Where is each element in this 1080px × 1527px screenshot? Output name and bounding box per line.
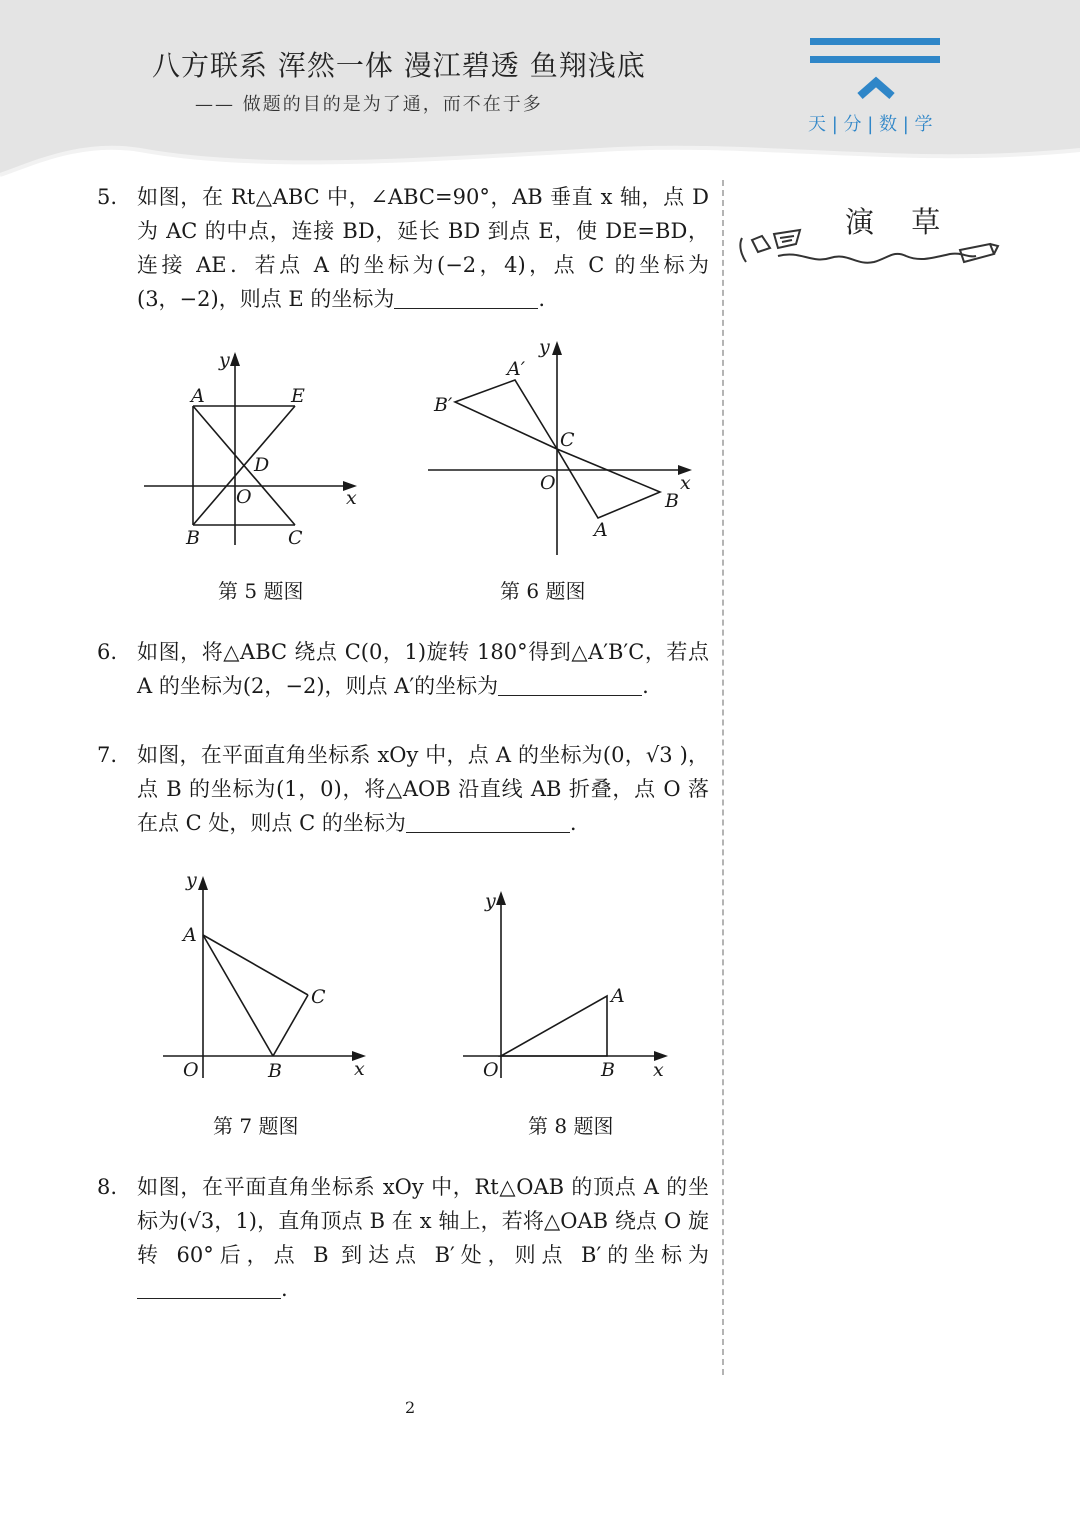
question-text: 如图，在平面直角坐标系 xOy 中，点 A 的坐标为(0，√3 )，点 B 的坐标为(1，0)，将△AOB 沿直线 AB 折叠，点 O 落在点 C 处，则点 C 的坐标为 xyxy=(137,743,709,835)
label-b: B xyxy=(268,1060,282,1082)
triangle-oab xyxy=(501,996,607,1056)
figure-8-diagram xyxy=(455,885,685,1095)
y-axis-arrow xyxy=(552,341,562,355)
answer-blank[interactable] xyxy=(406,812,570,833)
question-text: 如图，在 Rt△ABC 中，∠ABC=90°，AB 垂直 x 轴，点 D 为 AC 的中点，连接 BD，延长 BD 到点 E，使 DE=BD，连接 AE．若点 A 的坐标为(−2，4)，点 C 的坐标为(3，−2)，则点 E 的坐标为 xyxy=(137,185,709,311)
label-c: C xyxy=(560,429,575,451)
question-text-block xyxy=(137,1170,709,1306)
y-axis-arrow xyxy=(198,876,208,890)
label-b: B xyxy=(186,527,200,549)
triangle-a1b1c xyxy=(455,380,557,449)
label-b-prime: B′ xyxy=(434,394,453,416)
label-c: C xyxy=(311,986,326,1008)
answer-blank[interactable] xyxy=(137,1278,281,1299)
answer-blank[interactable] xyxy=(498,675,642,696)
label-d: D xyxy=(254,454,270,476)
label-a: A xyxy=(611,985,625,1007)
question-text-block xyxy=(137,635,709,703)
label-a: A xyxy=(191,385,205,407)
page-number: 2 xyxy=(405,1398,416,1417)
figure-5-diagram xyxy=(135,340,375,560)
label-x: x xyxy=(346,487,357,509)
label-x: x xyxy=(354,1058,365,1080)
segment-ab xyxy=(203,935,273,1056)
brand-logo-icon xyxy=(810,36,950,106)
question-end: . xyxy=(642,674,649,698)
figure-7-caption: 第 7 题图 xyxy=(213,1114,299,1138)
question-number: 8. xyxy=(97,1175,118,1199)
header-banner xyxy=(0,0,1080,180)
question-text: 如图，将△ABC 绕点 C(0，1)旋转 180°得到△A′B′C，若点 A 的坐标为(2，−2)，则点 A′的坐标为 xyxy=(137,640,709,698)
figure-7-diagram xyxy=(155,870,385,1090)
brand-name: 天 | 分 | 数 | 学 xyxy=(808,114,933,135)
question-5 xyxy=(97,180,709,316)
question-number: 5. xyxy=(97,185,118,209)
figure-5-caption: 第 5 题图 xyxy=(218,579,304,603)
question-6 xyxy=(97,635,709,703)
answer-blank[interactable] xyxy=(394,288,538,309)
draft-area-title: 演 草 xyxy=(845,205,955,239)
y-axis-arrow xyxy=(496,891,506,905)
segment-cb xyxy=(273,995,308,1056)
label-o: O xyxy=(183,1059,199,1081)
question-number: 7. xyxy=(97,743,118,767)
label-a-prime: A′ xyxy=(507,358,526,380)
question-text-block xyxy=(137,738,709,840)
header-slogan: 八方联系 浑然一体 漫江碧透 鱼翔浅底 xyxy=(152,49,646,82)
question-number: 6. xyxy=(97,640,118,664)
label-o: O xyxy=(483,1059,499,1081)
label-b: B xyxy=(601,1059,615,1081)
figure-6-diagram xyxy=(420,335,710,560)
label-y: y xyxy=(539,336,550,358)
label-b: B xyxy=(665,490,679,512)
label-c: C xyxy=(288,527,303,549)
y-axis-arrow xyxy=(230,352,240,366)
label-y: y xyxy=(186,870,197,891)
question-text: 如图，在平面直角坐标系 xOy 中，Rt△OAB 的顶点 A 的坐标为(√3，1)，直角顶点 B 在 x 轴上，若将△OAB 绕点 O 旋转 60°后，点 B 到达点 B′处，则点 B′的坐标为 xyxy=(137,1175,709,1267)
label-o: O xyxy=(540,472,556,494)
column-divider xyxy=(722,180,724,1375)
question-7 xyxy=(97,738,709,840)
question-8 xyxy=(97,1170,709,1306)
question-text-block xyxy=(137,180,709,316)
header-motto: —— 做题的目的是为了通，而不在于多 xyxy=(195,94,543,115)
label-a: A xyxy=(594,519,608,541)
question-end: . xyxy=(569,811,577,835)
label-y: y xyxy=(219,349,230,371)
label-a: A xyxy=(183,924,197,946)
label-x: x xyxy=(653,1059,664,1081)
label-y: y xyxy=(485,890,496,912)
segment-ac xyxy=(203,935,308,995)
label-x: x xyxy=(680,472,691,494)
question-end: . xyxy=(281,1277,288,1301)
figure-8-caption: 第 8 题图 xyxy=(528,1114,614,1138)
label-e: E xyxy=(291,385,305,407)
figure-6-caption: 第 6 题图 xyxy=(500,579,586,603)
triangle-abc xyxy=(557,449,660,518)
label-o: O xyxy=(236,486,252,508)
question-end: . xyxy=(538,287,546,311)
